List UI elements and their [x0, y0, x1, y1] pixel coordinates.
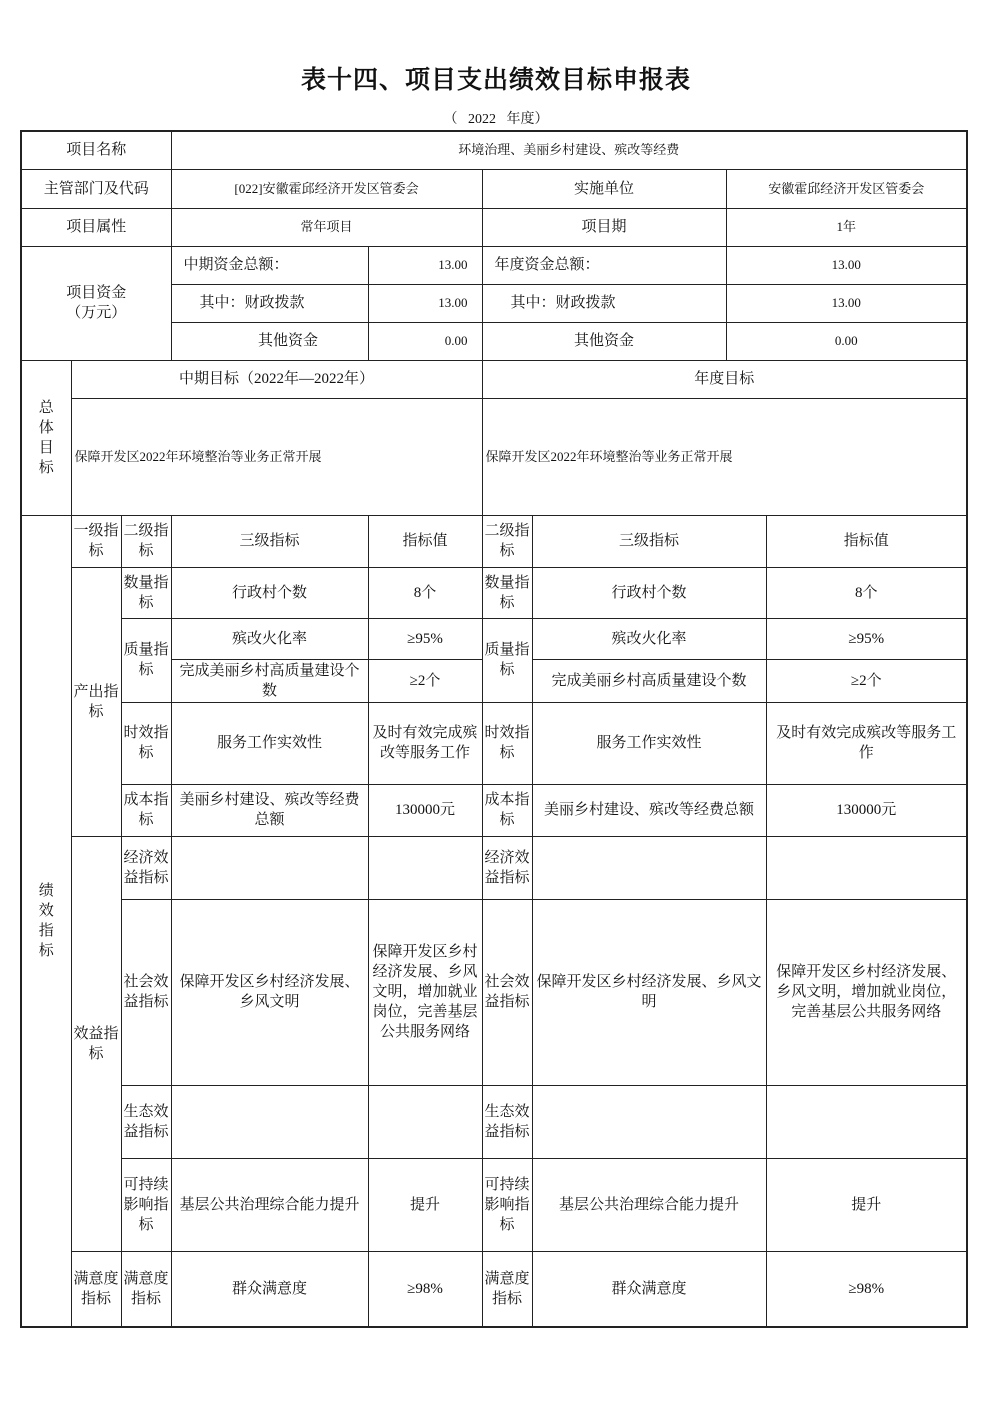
l2: 满意度指标	[482, 1251, 532, 1327]
header: 二级指标	[482, 515, 532, 567]
y3: 群众满意度	[532, 1251, 766, 1327]
yv: ≥2个	[766, 659, 967, 702]
header: 三级指标	[532, 515, 766, 567]
value: 13.00	[726, 284, 967, 322]
l2: 质量指标	[482, 618, 532, 702]
y3: 基层公共治理综合能力提升	[532, 1158, 766, 1251]
y3	[532, 836, 766, 899]
mv: ≥2个	[368, 659, 482, 702]
l2: 生态效益指标	[121, 1085, 171, 1158]
l2: 满意度指标	[121, 1251, 171, 1327]
m3: 保障开发区乡村经济发展、乡风文明	[171, 899, 368, 1085]
label: 产出指标	[71, 567, 121, 836]
label: 实施单位	[482, 169, 726, 208]
label: 满意度指标	[71, 1251, 121, 1327]
mv: 保障开发区乡村经济发展、乡风文明，增加就业岗位，完善基层公共服务网络	[368, 899, 482, 1085]
label: 主管部门及代码	[21, 169, 171, 208]
header: 指标值	[368, 515, 482, 567]
project-name: 环境治理、美丽乡村建设、殡改等经费	[171, 131, 967, 169]
m3	[171, 1085, 368, 1158]
yv	[766, 836, 967, 899]
l2: 可持续影响指标	[482, 1158, 532, 1251]
y3: 保障开发区乡村经济发展、乡风文明	[532, 899, 766, 1085]
l2: 社会效益指标	[482, 899, 532, 1085]
label: 中期目标（2022年—2022年）	[71, 360, 482, 398]
yv: ≥98%	[766, 1251, 967, 1327]
yv: 130000元	[766, 784, 967, 836]
yv: 8个	[766, 567, 967, 618]
l2: 数量指标	[482, 567, 532, 618]
label: 年度目标	[482, 360, 967, 398]
label: 总体目标	[21, 360, 71, 515]
header: 一级指标	[71, 515, 121, 567]
m3: 群众满意度	[171, 1251, 368, 1327]
l2: 时效指标	[482, 702, 532, 784]
label: 项目期	[482, 208, 726, 246]
yv: 及时有效完成殡改等服务工作	[766, 702, 967, 784]
mv: 8个	[368, 567, 482, 618]
mv: 及时有效完成殡改等服务工作	[368, 702, 482, 784]
header: 三级指标	[171, 515, 368, 567]
y3: 行政村个数	[532, 567, 766, 618]
header: 二级指标	[121, 515, 171, 567]
label: 其他资金	[482, 322, 726, 360]
m3: 完成美丽乡村高质量建设个数	[171, 659, 368, 702]
year-subtitle: （ 2022 年度）	[443, 112, 549, 127]
yv: ≥95%	[766, 618, 967, 659]
yv: 提升	[766, 1158, 967, 1251]
label: 效益指标	[71, 836, 121, 1251]
mid-goal: 保障开发区2022年环境整治等业务正常开展	[71, 398, 482, 515]
m3	[171, 836, 368, 899]
value: 0.00	[368, 322, 482, 360]
mv: ≥95%	[368, 618, 482, 659]
label: 其中：财政拨款	[171, 284, 368, 322]
value: 13.00	[368, 284, 482, 322]
mv	[368, 836, 482, 899]
mv: 130000元	[368, 784, 482, 836]
y3: 美丽乡村建设、殡改等经费总额	[532, 784, 766, 836]
mv: 提升	[368, 1158, 482, 1251]
m3: 行政村个数	[171, 567, 368, 618]
mv	[368, 1085, 482, 1158]
label: 项目名称	[21, 131, 171, 169]
m3: 美丽乡村建设、殡改等经费总额	[171, 784, 368, 836]
header: 指标值	[766, 515, 967, 567]
l2: 成本指标	[121, 784, 171, 836]
label: 项目属性	[21, 208, 171, 246]
y3: 服务工作实效性	[532, 702, 766, 784]
y3	[532, 1085, 766, 1158]
mv: ≥98%	[368, 1251, 482, 1327]
l2: 经济效益指标	[121, 836, 171, 899]
label: 其他资金	[171, 322, 368, 360]
l2: 经济效益指标	[482, 836, 532, 899]
m3: 服务工作实效性	[171, 702, 368, 784]
impl-value: 安徽霍邱经济开发区管委会	[726, 169, 967, 208]
value: 13.00	[726, 246, 967, 284]
label: 绩效指标	[21, 515, 71, 1327]
l2: 可持续影响指标	[121, 1158, 171, 1251]
l2: 数量指标	[121, 567, 171, 618]
l2: 生态效益指标	[482, 1085, 532, 1158]
y3: 殡改火化率	[532, 618, 766, 659]
m3: 殡改火化率	[171, 618, 368, 659]
dept-value: [022]安徽霍邱经济开发区管委会	[171, 169, 482, 208]
year-goal: 保障开发区2022年环境整治等业务正常开展	[482, 398, 967, 515]
y3: 完成美丽乡村高质量建设个数	[532, 659, 766, 702]
label: 中期资金总额：	[171, 246, 368, 284]
yv: 保障开发区乡村经济发展、乡风文明，增加就业岗位，完善基层公共服务网络	[766, 899, 967, 1085]
performance-target-table	[20, 130, 968, 1328]
value: 0.00	[726, 322, 967, 360]
label: 其中：财政拨款	[482, 284, 726, 322]
label: 年度资金总额：	[482, 246, 726, 284]
attr-value: 常年项目	[171, 208, 482, 246]
m3: 基层公共治理综合能力提升	[171, 1158, 368, 1251]
period-value: 1年	[726, 208, 967, 246]
value: 13.00	[368, 246, 482, 284]
l2: 质量指标	[121, 618, 171, 702]
label: 项目资金（万元）	[21, 246, 171, 360]
yv	[766, 1085, 967, 1158]
page-title: 表十四、项目支出绩效目标申报表	[300, 65, 691, 94]
l2: 成本指标	[482, 784, 532, 836]
l2: 社会效益指标	[121, 899, 171, 1085]
l2: 时效指标	[121, 702, 171, 784]
